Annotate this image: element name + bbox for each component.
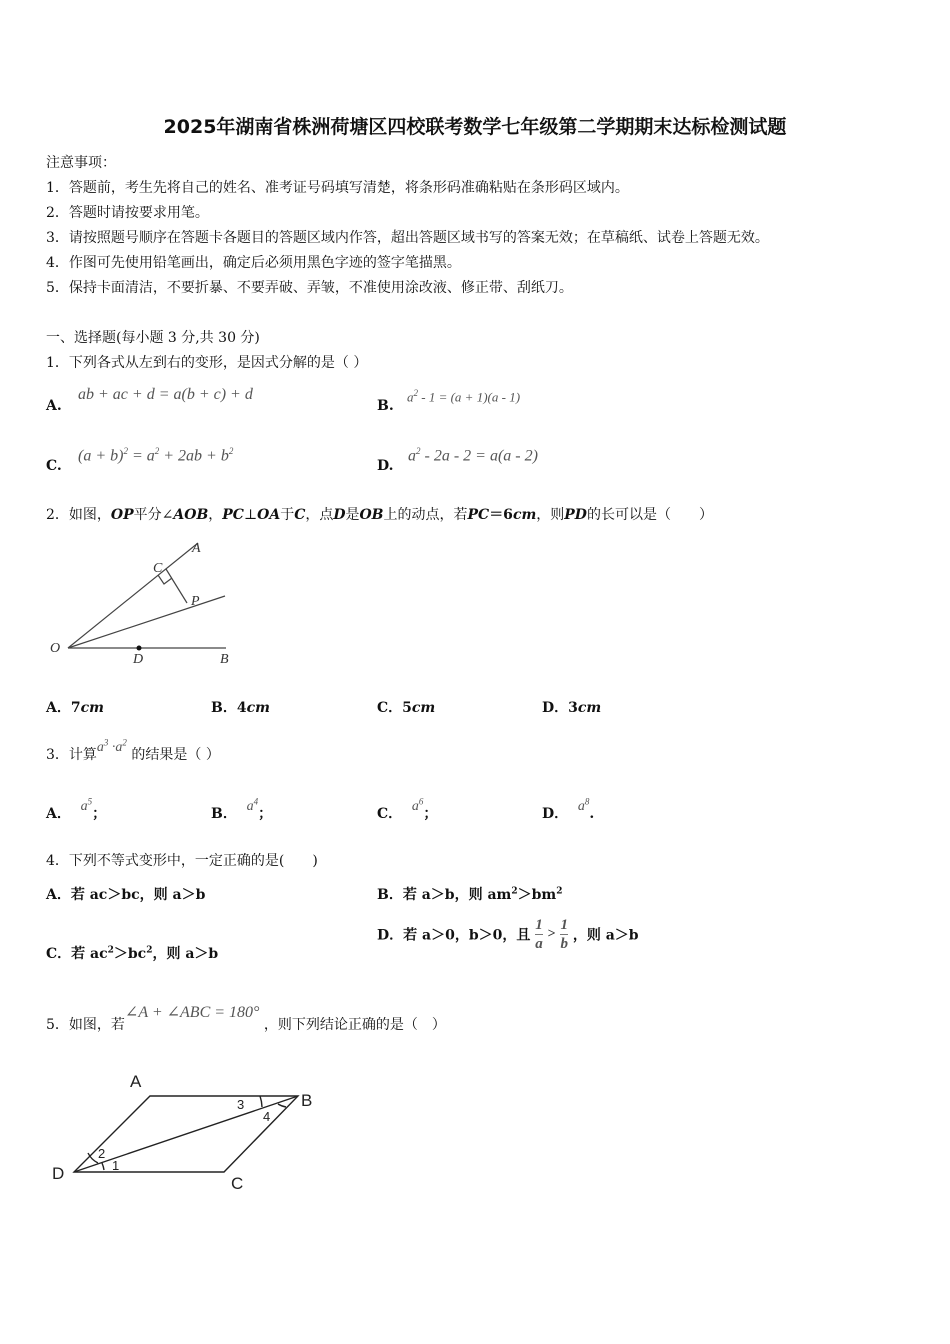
q2-figure xyxy=(40,530,250,670)
notice-item: 4．作图可先使用铅笔画出，确定后必须用黑色字迹的签字笔描黑。 xyxy=(46,255,461,271)
q4-option-a: A．若 ac＞bc，则 a＞b xyxy=(46,887,206,903)
q3-option-c: C． $a^6$； xyxy=(377,796,438,822)
fig-label: B xyxy=(220,652,229,667)
q3-option-d: D． $a^8$. xyxy=(542,796,595,822)
notice-item: 2．答题时请按要求用笔。 xyxy=(46,205,209,221)
q2-option-a: A．7cm xyxy=(46,700,104,716)
notice-item: 1．答题前，考生先将自己的姓名、准考证号码填写清楚，将条形码准确粘贴在条形码区域内。 xyxy=(46,180,629,196)
q2-option-c: C．5cm xyxy=(377,700,436,716)
notice-item: 3．请按照题号顺序在答题卡各题目的答题区域内作答，超出答题区域书写的答案无效；在草稿纸、试卷上答题无效。 xyxy=(46,230,769,246)
fig-label: 1 xyxy=(112,1158,120,1173)
notice-item: 5．保持卡面清洁，不要折暴、不要弄破、弄皱，不准使用涂改液、修正带、刮纸刀。 xyxy=(46,280,573,296)
q1-label-a: A. xyxy=(46,398,62,414)
q1-label-b: B. xyxy=(377,398,394,414)
notice-heading: 注意事项： xyxy=(46,155,116,171)
q1-option-c: $(a + b)^2 = a^2 + 2ab + b^2$ xyxy=(78,446,234,465)
q1-option-b: $a^2 - 1 = (a + 1)(a - 1)$ xyxy=(407,388,521,405)
q1-label-c: C. xyxy=(46,458,62,474)
fig-label: 2 xyxy=(98,1146,106,1161)
q2-option-d: D．3cm xyxy=(542,700,602,716)
q3-option-b: B． $a^4$； xyxy=(211,796,273,822)
q2-option-b: B．4cm xyxy=(211,700,270,716)
fig-label: B xyxy=(301,1091,313,1110)
fraction: $\frac{1}{b}$ xyxy=(560,917,568,952)
fig-label: 3 xyxy=(237,1097,245,1112)
q4-stem: 4．下列不等式变形中，一定正确的是( ) xyxy=(46,853,318,869)
fig-label: 4 xyxy=(263,1109,271,1124)
q1-stem: 1．下列各式从左到右的变形，是因式分解的是（ ） xyxy=(46,355,368,371)
fig-label: C xyxy=(231,1174,244,1193)
q2-stem: 2．如图，OP平分∠AOB，PC⊥OA于C，点D是OB上的动点，若PC＝6cm，则PD的长可以是（ ） xyxy=(46,507,713,523)
page-title: 2025年湖南省株洲荷塘区四校联考数学七年级第二学期期末达标检测试题 xyxy=(163,116,787,138)
fig-label: C xyxy=(153,561,163,576)
q5-figure xyxy=(46,1064,336,1194)
q4-option-b: B．若 a＞b，则 $am^2>bm^2$ xyxy=(377,886,563,903)
fig-label: O xyxy=(50,641,61,656)
q1-option-a: ab + ac + d = a(b + c) + d xyxy=(78,386,253,403)
q3-option-a: A． $a^5$； xyxy=(46,796,107,822)
q1-label-d: D. xyxy=(377,458,394,474)
q3-stem: 3．计算$a^3 \cdot a^2$ 的结果是（ ） xyxy=(46,737,220,763)
fraction: $\frac{1}{a}$ xyxy=(535,917,543,952)
fig-label: A xyxy=(130,1072,142,1091)
q4-option-c: C．若 $ac^2>bc^2$，则 a＞b xyxy=(46,945,219,962)
fig-label: A xyxy=(192,541,201,556)
fig-label: P xyxy=(191,594,200,609)
section-heading: 一、选择题(每小题 3 分,共 30 分) xyxy=(46,330,260,346)
q1-option-d: $a^2 - 2a - 2 = a(a - 2)$ xyxy=(408,446,538,465)
fig-label: D xyxy=(133,652,144,667)
q4-option-d: D．若 a＞0，b＞0，且 $\frac{1}{a}$ > $\frac{1}{b}$ ，则 a＞b xyxy=(377,917,639,952)
q5-stem: 5．如图，若∠A + ∠ABC = 180° ，则下列结论正确的是（ ） xyxy=(46,1004,446,1033)
fig-label: D xyxy=(52,1164,65,1183)
